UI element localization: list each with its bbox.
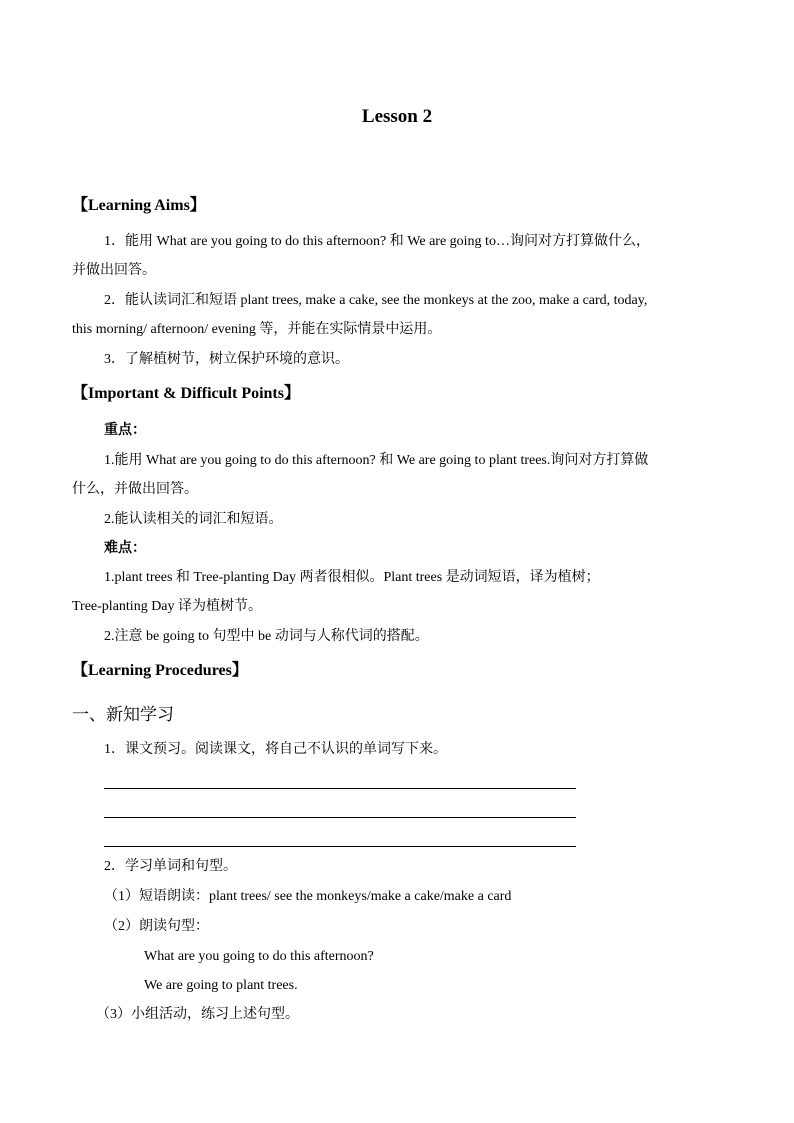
page-title: Lesson 2 — [361, 106, 433, 127]
step-2-sub-1: （1）短语朗读：plant trees/ see the monkeys/make a cake/make a card — [104, 889, 512, 904]
aim-3: 3．了解植树节，树立保护环境的意识。 — [104, 352, 349, 367]
procedures-heading: 【Learning Procedures】 — [72, 662, 248, 679]
section-1-title: 一、新知学习 — [72, 705, 174, 724]
step-1: 1．课文预习。阅读课文，将自己不认识的单词写下来。 — [104, 742, 447, 757]
points-heading: 【Important & Difficult Points】 — [72, 385, 300, 402]
step-2-sub-3: （3）小组活动，练习上述句型。 — [96, 1007, 299, 1022]
sentence-2: We are going to plant trees. — [144, 978, 298, 993]
step-2-sub-2: （2）朗读句型： — [104, 919, 209, 934]
writing-line-1[interactable] — [104, 788, 576, 789]
key-point-2: 2.能认读相关的词汇和短语。 — [104, 512, 283, 527]
writing-line-3[interactable] — [104, 846, 576, 847]
key-point-1-line-1: 1.能用 What are you going to do this afternoon? 和 We are going to plant trees.询问对方打算做 — [104, 453, 649, 468]
key-point-1-line-2: 什么，并做出回答。 — [72, 482, 198, 497]
aim-2-line-1: 2．能认读词汇和短语 plant trees, make a cake, see the monkeys at the zoo, make a card, today, — [104, 293, 648, 308]
difficult-points-label: 难点： — [104, 541, 146, 556]
difficult-point-1-line-2: Tree-planting Day 译为植树节。 — [72, 599, 263, 614]
writing-line-2[interactable] — [104, 817, 576, 818]
aim-2-line-2: this morning/ afternoon/ evening 等，并能在实际情景中运用。 — [72, 322, 442, 337]
aim-1-line-2: 并做出回答。 — [72, 263, 156, 278]
key-points-label: 重点： — [104, 423, 146, 438]
learning-aims-heading: 【Learning Aims】 — [72, 197, 206, 214]
difficult-point-1-line-1: 1.plant trees 和 Tree-planting Day 两者很相似。Plant trees 是动词短语，译为植树； — [104, 570, 600, 585]
step-2: 2．学习单词和句型。 — [104, 859, 237, 874]
aim-1-line-1: 1．能用 What are you going to do this afternoon? 和 We are going to…询问对方打算做什么， — [104, 234, 650, 249]
difficult-point-2: 2.注意 be going to 句型中 be 动词与人称代词的搭配。 — [104, 629, 429, 644]
sentence-1: What are you going to do this afternoon? — [144, 949, 374, 964]
